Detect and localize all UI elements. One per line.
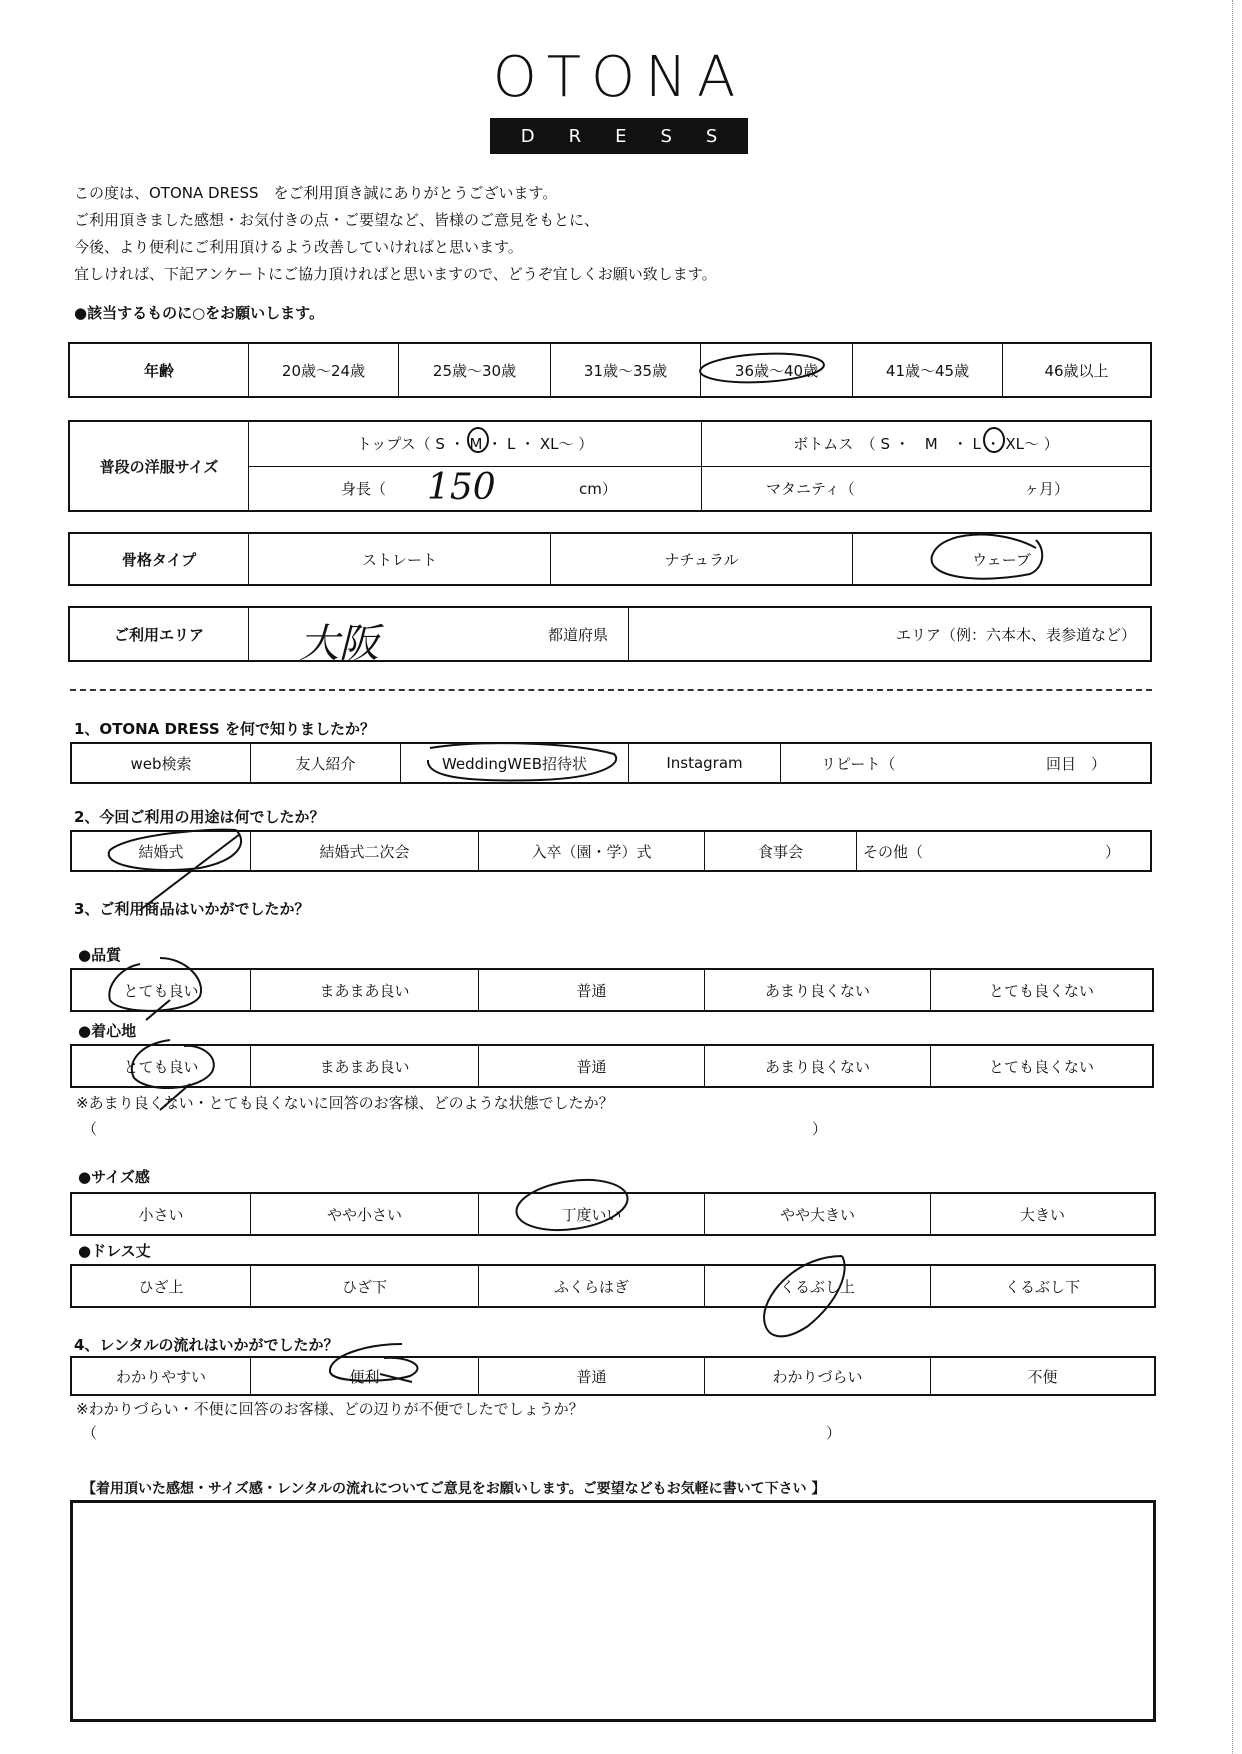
comfort-table: [70, 1044, 1154, 1088]
q2-option[interactable]: 入卒（園・学）式: [478, 832, 704, 870]
q1-option[interactable]: Instagram: [628, 744, 780, 782]
quality-option[interactable]: 普通: [478, 970, 704, 1010]
age-table: [68, 342, 1152, 398]
comfort-answer-close: ）: [812, 1120, 828, 1138]
q4-option[interactable]: 不便: [930, 1358, 1154, 1394]
length-option[interactable]: くるぶし下: [930, 1266, 1154, 1306]
q1-repeat-suffix: 回目 ）: [1045, 754, 1106, 773]
length-option[interactable]: ふくらはぎ: [478, 1266, 704, 1306]
body-type-option[interactable]: ストレート: [248, 534, 550, 584]
height-unit: cm）: [579, 479, 617, 498]
area-table: [68, 606, 1152, 667]
size-feel-option-selected[interactable]: 丁度いい: [478, 1194, 704, 1234]
q1-title: 1、OTONA DRESS を何で知りましたか？: [74, 720, 375, 738]
q4-table: [70, 1356, 1156, 1396]
age-label: 年齢: [143, 361, 174, 380]
q2-title: 2、今回ご利用の用途は何でしたか？: [74, 808, 325, 826]
q4-answer-close: ）: [826, 1424, 842, 1442]
q1-repeat-label: リピート（: [821, 754, 896, 773]
maternity-unit: ヶ月）: [1024, 479, 1070, 498]
height-value: 150: [427, 466, 496, 508]
q4-option-selected[interactable]: 便利: [250, 1358, 478, 1394]
comfort-option[interactable]: とても良くない: [930, 1046, 1152, 1086]
prefecture-value: 大阪: [299, 621, 379, 667]
size-table: [68, 420, 1152, 512]
intro-line: この度は、OTONA DRESS をご利用頂き誠にありがとうございます。: [74, 184, 558, 202]
q2-option[interactable]: 結婚式二次会: [250, 832, 478, 870]
age-option[interactable]: 25歳〜30歳: [398, 344, 550, 396]
maternity-cell[interactable]: [701, 467, 1150, 511]
age-option-selected[interactable]: 36歳〜40歳: [700, 344, 852, 396]
quality-label: ●品質: [78, 946, 122, 964]
comfort-option[interactable]: 普通: [478, 1046, 704, 1086]
logo-subbar: DRESS: [490, 118, 748, 154]
intro-text: [74, 180, 717, 288]
size-feel-option[interactable]: やや大きい: [704, 1194, 930, 1234]
q1-repeat-cell[interactable]: [780, 744, 1150, 782]
comfort-option[interactable]: まあまあ良い: [250, 1046, 478, 1086]
section-divider: [70, 689, 1152, 691]
q4-note: ※わかりづらい・不便に回答のお客様、どの辺りが不便でしたでしょうか？: [76, 1400, 584, 1418]
maternity-label: マタニティ（: [766, 479, 855, 498]
q2-option-selected[interactable]: 結婚式: [138, 842, 184, 861]
comfort-option-selected[interactable]: とても良い: [123, 1057, 199, 1076]
q2-other-label: その他（: [863, 842, 924, 861]
length-label: ●ドレス丈: [78, 1242, 151, 1260]
length-option[interactable]: ひざ下: [250, 1266, 478, 1306]
length-table: [70, 1264, 1156, 1308]
q1-option[interactable]: 友人紹介: [250, 744, 400, 782]
height-label: 身長（: [341, 479, 387, 498]
comfort-note: ※あまり良くない・とても良くないに回答のお客様、どのような状態でしたか？: [76, 1094, 614, 1112]
q1-table: [70, 742, 1152, 784]
prefecture-suffix: 都道府県: [547, 625, 608, 644]
bottoms-size[interactable]: ボトムス （ S ・ M ・ L ・ XL〜 ）: [701, 422, 1150, 466]
age-option[interactable]: 41歳〜45歳: [852, 344, 1002, 396]
length-option-selected[interactable]: くるぶし上: [704, 1266, 930, 1306]
q1-option[interactable]: web検索: [130, 754, 192, 773]
quality-option-selected[interactable]: とても良い: [123, 981, 199, 1000]
q2-other-cell[interactable]: [856, 832, 1150, 870]
q4-title: 4、レンタルの流れはいかがでしたか？: [74, 1336, 339, 1354]
q3-title: 3、ご利用商品はいかがでしたか？: [74, 900, 310, 918]
page-edge: [1232, 0, 1234, 1754]
q4-option[interactable]: 普通: [478, 1358, 704, 1394]
quality-option[interactable]: まあまあ良い: [250, 970, 478, 1010]
body-type-table: [68, 532, 1152, 586]
size-feel-option[interactable]: 大きい: [930, 1194, 1154, 1234]
length-option[interactable]: ひざ上: [138, 1277, 184, 1296]
height-cell[interactable]: [249, 467, 701, 511]
body-type-option-selected[interactable]: ウェーブ: [852, 534, 1150, 584]
area-hint[interactable]: エリア（例：六本木、表参道など）: [628, 608, 1150, 660]
intro-line: ご利用頂きました感想・お気付きの点・ご要望など、皆様のご意見をもとに、: [74, 211, 600, 229]
size-label: 普段の洋服サイズ: [99, 457, 219, 476]
q4-option[interactable]: わかりやすい: [115, 1367, 206, 1386]
size-feel-table: [70, 1192, 1156, 1236]
body-type-option[interactable]: ナチュラル: [550, 534, 852, 584]
quality-option[interactable]: あまり良くない: [704, 970, 930, 1010]
comment-title: 【着用頂いた感想・サイズ感・レンタルの流れについてご意見をお願いします。ご要望などもお気軽に書いて下さい 】: [82, 1481, 826, 1497]
size-feel-option[interactable]: 小さい: [138, 1205, 184, 1224]
q4-answer-open: （: [82, 1424, 98, 1442]
q2-option[interactable]: 食事会: [704, 832, 856, 870]
age-option[interactable]: 46歳以上: [1002, 344, 1150, 396]
q1-option-selected[interactable]: WeddingWEB招待状: [400, 744, 628, 782]
logo-wordmark: OTONA: [492, 45, 746, 110]
intro-line: 宜しければ、下記アンケートにご協力頂ければと思いますので、どうぞ宜しくお願い致します。: [74, 265, 717, 283]
area-label: ご利用エリア: [113, 625, 204, 644]
q2-other-suffix: ）: [1104, 842, 1120, 861]
q2-table: [70, 830, 1152, 872]
tops-size[interactable]: トップス（ S ・ M ・ L ・ XL〜 ）: [356, 435, 594, 454]
quality-option[interactable]: とても良くない: [930, 970, 1152, 1010]
instruction: ●該当するものに○をお願いします。: [74, 304, 324, 322]
comfort-answer-open: （: [82, 1120, 98, 1138]
q4-option[interactable]: わかりづらい: [704, 1358, 930, 1394]
age-option[interactable]: 31歳〜35歳: [550, 344, 700, 396]
comfort-label: ●着心地: [78, 1022, 137, 1040]
age-option[interactable]: 20歳〜24歳: [248, 344, 398, 396]
comment-box[interactable]: [70, 1500, 1156, 1722]
comfort-option[interactable]: あまり良くない: [704, 1046, 930, 1086]
quality-table: [70, 968, 1154, 1012]
size-feel-option[interactable]: やや小さい: [250, 1194, 478, 1234]
prefecture-cell[interactable]: [248, 608, 628, 667]
body-type-label: 骨格タイプ: [121, 550, 197, 569]
size-feel-label: ●サイズ感: [78, 1168, 150, 1186]
intro-line: 今後、より便利にご利用頂けるよう改善していければと思います。: [74, 238, 523, 256]
